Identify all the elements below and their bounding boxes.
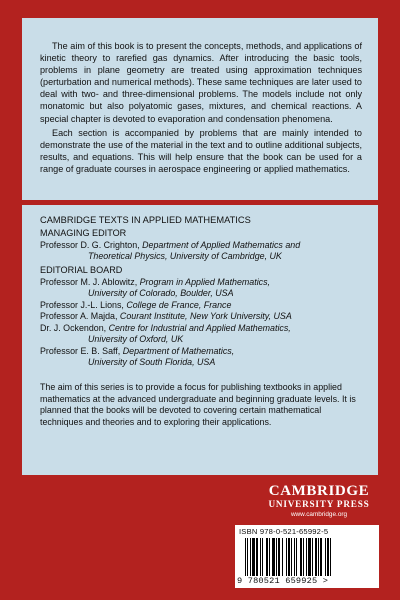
publisher-subtitle: UNIVERSITY PRESS [268,499,370,509]
board-member-name: Professor A. Majda, [40,311,118,322]
description-paragraph-2: Each section is accompanied by problems that are mainly intended to demonstrate the use of the material in the text and to outline additional subjects, results, and equations. This will help ensure that the book can be used for a range of graduate courses in aerospace engineering or applied mathematics. [40,127,363,174]
board-member [40,323,362,346]
board-member [40,346,362,369]
board-member [40,311,362,323]
board-member-institution: Program in Applied Mathematics, [139,276,271,287]
series-panel [22,205,378,475]
board-member-name: Professor E. B. Saff, [40,345,121,356]
board-member-institution: Centre for Industrial and Applied Mathematics, [108,322,291,333]
board-member [40,300,362,312]
isbn-text: ISBN 978-0-521-65992-5 [239,527,329,536]
publisher-url: www.cambridge.org [290,511,348,518]
series-title: CAMBRIDGE TEXTS IN APPLIED MATHEMATICS [40,215,251,225]
publisher-name: CAMBRIDGE [268,483,370,499]
board-member-name: Dr. J. Ockendon, [40,322,107,333]
board-member [40,277,362,300]
managing-editor-label: MANAGING EDITOR [40,228,127,238]
board-member-institution: Department of Mathematics, [122,345,235,356]
description-paragraph-1: The aim of this book is to present the concepts, methods, and applications of kinetic theory to rarefied gas dynamics. After introducing the basic tools, problems in plane geometry are treated using approximation techniques (perturbation and numerical methods). These same techniques are later used to deal with two- and three-dimensional problems. The models include not only monatomic but also polyatomic gases, mixtures, and chemical reactions. A special chapter is devoted to evaporation and condensation phenomena. [40,41,362,124]
board-member-institution-cont: University of Colorado, Boulder, USA [88,288,234,299]
description-panel [22,18,378,200]
board-member-name: Professor J.-L. Lions, [40,299,124,310]
board-member-institution-cont: University of Oxford, UK [88,334,184,345]
board-member-name: Professor M. J. Ablowitz, [40,276,138,287]
publisher-logo [258,483,380,519]
editor-institution: Department of Applied Mathematics and [142,239,301,250]
editorial-board-list [40,277,362,369]
barcode-label [235,525,379,588]
editor-name: Professor D. G. Crighton, [40,239,140,250]
board-member-institution: Courant Institute, New York University, USA [119,311,292,322]
barcode-icon [245,538,369,576]
board-member-institution: College de France, France [126,299,232,310]
barcode-digits: 9 780521 659925 > [237,576,329,586]
editorial-board-label: EDITORIAL BOARD [40,264,123,275]
editor-institution-cont: Theoretical Physics, University of Cambridge, UK [88,251,282,262]
managing-editor-entry [40,240,362,263]
board-member-institution-cont: University of South Florida, USA [88,357,216,368]
series-aim: The aim of this series is to provide a focus for publishing textbooks in applied mathematics at the advanced undergraduate and beginning graduate levels. It is planned that the books will be devoted to covering certain mathematical techniques and theories and to exploring their applications. [40,381,356,428]
